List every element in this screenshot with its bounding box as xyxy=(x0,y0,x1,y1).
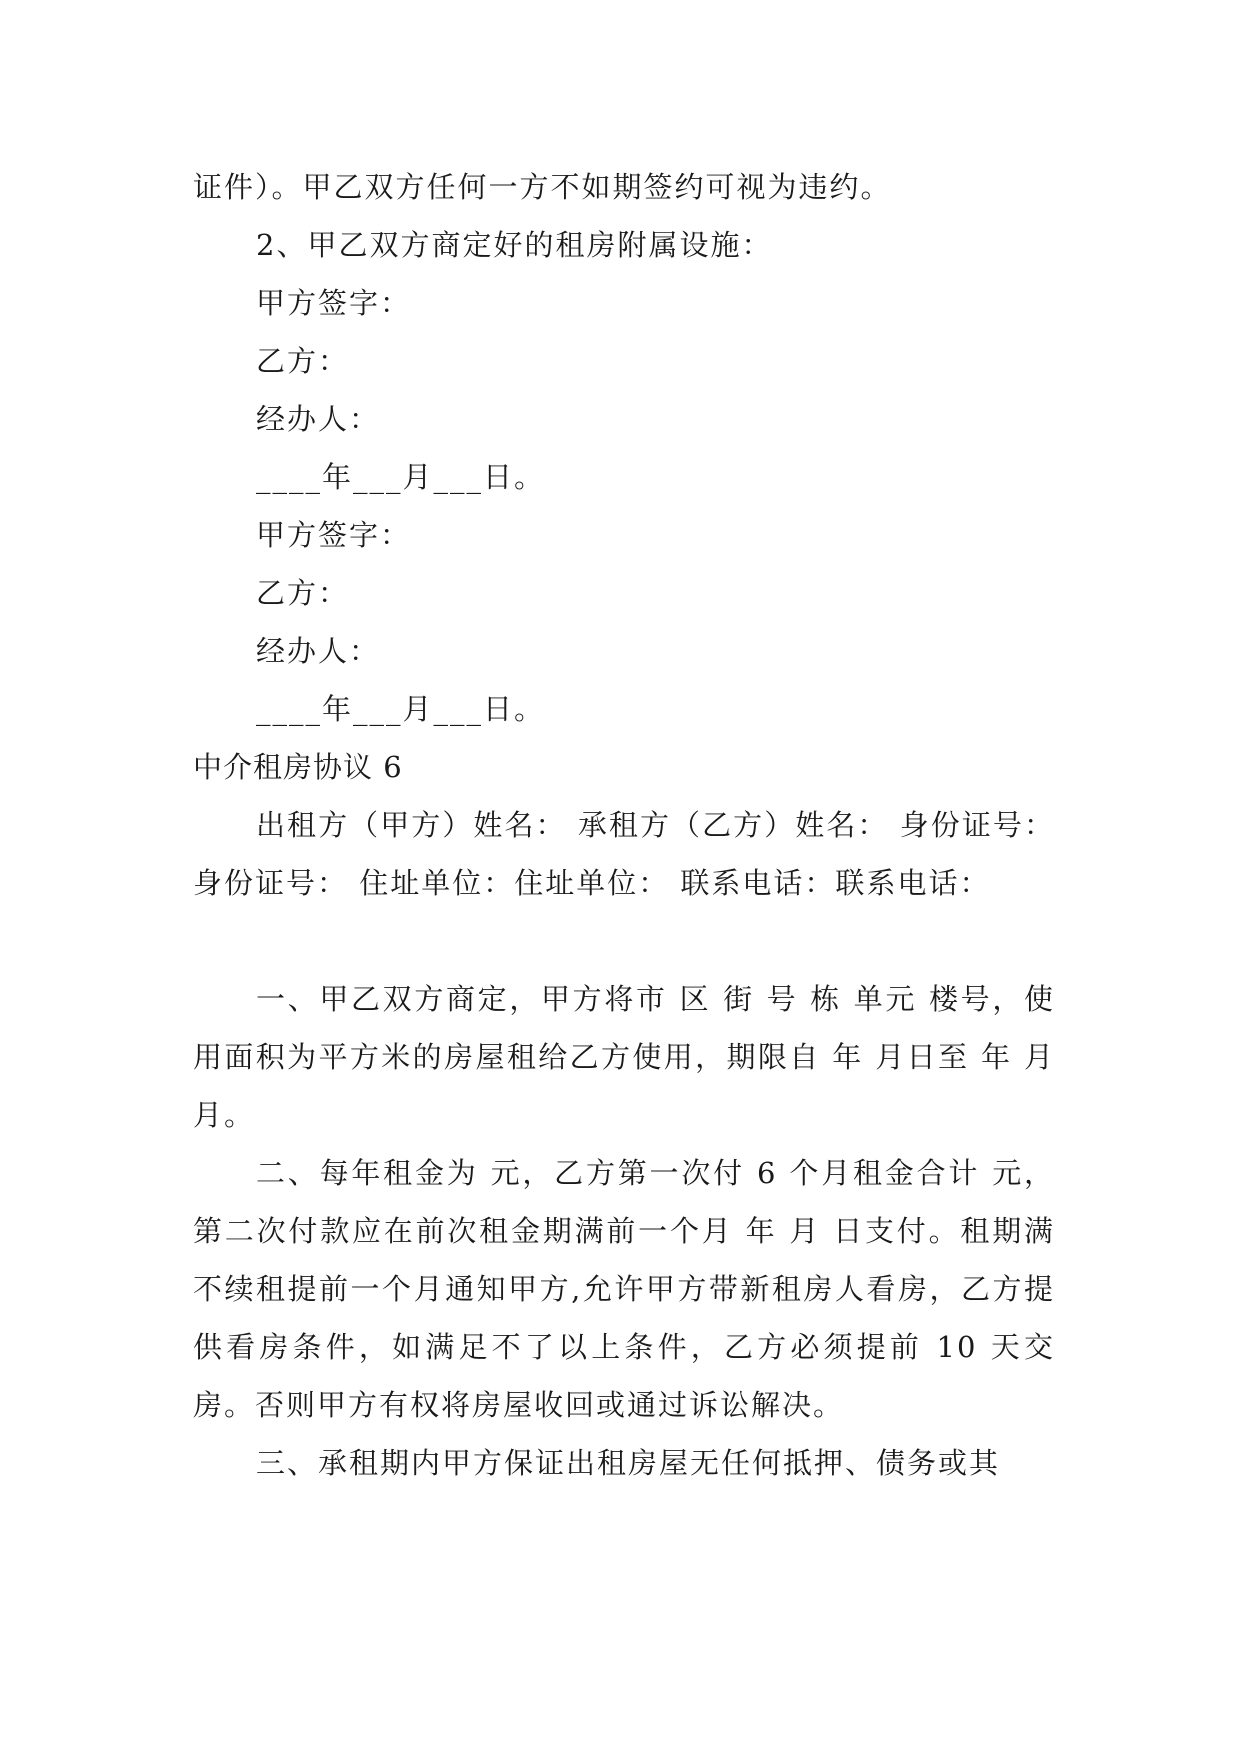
clause-3: 三、承租期内甲方保证出租房屋无任何抵押、债务或其 xyxy=(256,1446,1001,1480)
party-a-signature-label: 甲方签字： xyxy=(256,286,412,320)
signature-block-1 xyxy=(193,274,1055,506)
party-b-label: 乙方： xyxy=(256,576,350,610)
date-line: ____年___月___日。 xyxy=(256,692,546,726)
party-a-signature-label: 甲方签字： xyxy=(256,518,412,552)
blank-spacer xyxy=(193,912,1055,970)
agent-label: 经办人： xyxy=(256,634,381,668)
date-line: ____年___月___日。 xyxy=(256,460,546,494)
section-title: 中介租房协议 6 xyxy=(193,750,403,784)
item-2-facilities: 2、甲乙双方商定好的租房附属设施： xyxy=(256,228,773,262)
party-b-label: 乙方： xyxy=(256,344,350,378)
continuation-line: 证件）。甲乙双方任何一方不如期签约可视为违约。 xyxy=(193,170,892,204)
parties-paragraph: 出租方（甲方）姓名： 承租方（乙方）姓名： 身份证号：身份证号： 住址单位：住址单位： 联系电话：联系电话： xyxy=(193,808,1055,900)
clause-1: 一、甲乙双方商定，甲方将市 区 街 号 栋 单元 楼号，使用面积为平方米的房屋租给乙方使用，期限自 年 月日至 年 月 月。 xyxy=(193,982,1055,1132)
document-body xyxy=(193,158,1055,1492)
signature-block-2 xyxy=(193,506,1055,738)
clause-2: 二、每年租金为 元，乙方第一次付 6 个月租金合计 元，第二次付款应在前次租金期满前一个月 年 月 日支付。租期满不续租提前一个月通知甲方,允许甲方带新租房人看房，乙方提供看房条件，如满足不了以上条件，乙方必须提前 10 天交房。否则甲方有权将房屋收回或通过诉讼解决。 xyxy=(193,1156,1055,1422)
agent-label: 经办人： xyxy=(256,402,381,436)
